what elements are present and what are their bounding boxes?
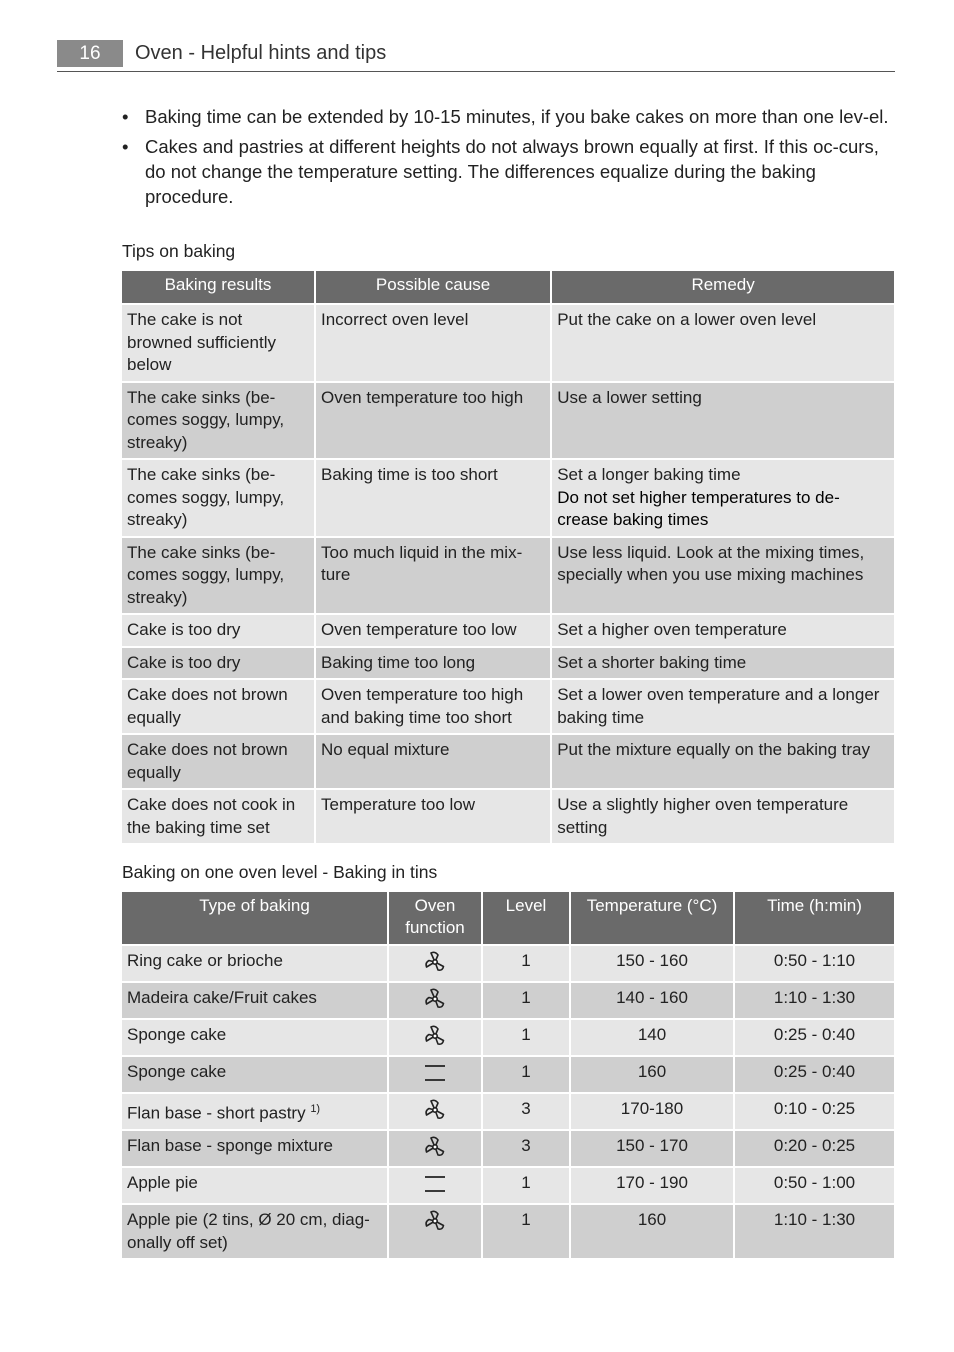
table-cell: The cake sinks (be-comes soggy, lumpy, streaky)	[122, 538, 314, 614]
baking-type: Apple pie	[127, 1173, 198, 1193]
table-cell: 0:50 - 1:00	[735, 1168, 894, 1203]
table-cell	[552, 648, 894, 679]
top-bottom-heat-icon	[423, 1172, 447, 1196]
table-cell: 150 - 170	[571, 1131, 733, 1166]
hint-bullet-list	[122, 104, 892, 214]
top-bottom-heat-icon	[423, 1061, 447, 1085]
table-row	[122, 1205, 894, 1258]
baking-type: Flan base - sponge mixture	[127, 1136, 333, 1156]
table-cell	[389, 1020, 481, 1055]
fan-icon	[423, 987, 447, 1011]
table-cell: The cake is not browned sufficiently below	[122, 305, 314, 381]
column-header: Time (h:min)	[735, 892, 894, 944]
table-cell: 3	[483, 1131, 569, 1166]
tins-caption: Baking on one oven level - Baking in tins	[122, 862, 438, 882]
table-cell: The cake sinks (be-comes soggy, lumpy, streaky)	[122, 383, 314, 459]
table-cell	[122, 1131, 387, 1166]
table-row	[122, 946, 894, 981]
baking-type: Ring cake or brioche	[127, 951, 283, 970]
tips-caption: Tips on baking	[122, 241, 236, 261]
remedy-note: Do not set higher temperatures to de-crease baking times	[557, 487, 840, 529]
table-cell: 1:10 - 1:30	[735, 983, 894, 1018]
table-row	[122, 1131, 894, 1166]
table-row	[122, 680, 894, 733]
table-cell: 170 - 190	[571, 1168, 733, 1203]
table-row	[122, 1057, 894, 1092]
table-cell	[122, 1020, 387, 1055]
baking-type: Madeira cake/Fruit cakes	[127, 988, 317, 1007]
table-cell	[389, 1205, 481, 1258]
table-cell: 140	[571, 1020, 733, 1055]
table-cell: 1	[483, 1057, 569, 1092]
page-header	[57, 40, 895, 72]
baking-type: Sponge cake	[127, 1025, 227, 1044]
table-cell: 1	[483, 1168, 569, 1203]
table-cell: Oven temperature too low	[316, 615, 550, 646]
table-cell	[389, 1131, 481, 1166]
table-cell: 0:25 - 0:40	[735, 1057, 894, 1092]
table-cell: 170-180	[571, 1094, 733, 1129]
baking-type: Sponge cake	[127, 1062, 227, 1081]
table-cell	[552, 460, 894, 536]
footnote-marker: 1)	[310, 1103, 321, 1115]
table-cell: Baking time too long	[316, 648, 550, 679]
column-header: Possible cause	[316, 271, 550, 303]
remedy-text: Set a higher oven temperature	[557, 620, 787, 639]
table-cell: The cake sinks (be-comes soggy, lumpy, streaky)	[122, 460, 314, 536]
table-cell	[389, 1168, 481, 1203]
remedy-text: Set a shorter baking time	[557, 652, 747, 672]
baking-type: Flan base - short pastry	[127, 1103, 306, 1123]
table-cell: 140 - 160	[571, 983, 733, 1018]
table-row	[122, 305, 894, 381]
column-header: Level	[483, 892, 569, 944]
table-cell: Cake does not brown equally	[122, 680, 314, 733]
table-cell	[122, 1205, 387, 1258]
table-cell: 160	[571, 1057, 733, 1092]
table-cell: 0:25 - 0:40	[735, 1020, 894, 1055]
page-number: 16	[57, 40, 123, 67]
table-row	[122, 1020, 894, 1055]
remedy-text: Put the cake on a lower oven level	[557, 310, 817, 329]
table-row	[122, 615, 894, 646]
table-row	[122, 983, 894, 1018]
fan-icon	[423, 950, 447, 974]
remedy-text: Set a lower oven temperature and a longer baking time	[557, 685, 880, 727]
table-cell: No equal mixture	[316, 735, 550, 788]
remedy-text: Set a longer baking time	[557, 465, 741, 484]
table-cell: 1:10 - 1:30	[735, 1205, 894, 1258]
table-cell	[122, 1094, 387, 1129]
table-row	[122, 460, 894, 536]
table-cell: Too much liquid in the mix-ture	[316, 538, 550, 614]
table-cell	[122, 946, 387, 981]
table-cell	[552, 615, 894, 646]
fan-icon	[423, 1135, 447, 1159]
table-cell: Temperature too low	[316, 790, 550, 843]
table-cell	[122, 1168, 387, 1203]
table-cell: Oven temperature too high	[316, 383, 550, 459]
table-cell	[552, 383, 894, 459]
table-cell	[122, 983, 387, 1018]
table-cell: Oven temperature too high and baking time too short	[316, 680, 550, 733]
table-row	[122, 648, 894, 679]
table-cell: 1	[483, 1205, 569, 1258]
column-header: Baking results	[122, 271, 314, 303]
table-cell: 0:20 - 0:25	[735, 1131, 894, 1166]
table-cell	[552, 735, 894, 788]
column-header: Remedy	[552, 271, 894, 303]
remedy-text: Use a slightly higher oven temperature setting	[557, 795, 849, 837]
table-cell: Cake does not cook in the baking time set	[122, 790, 314, 843]
table-row	[122, 735, 894, 788]
table-cell	[552, 305, 894, 381]
tips-table	[120, 269, 896, 845]
table-cell	[389, 983, 481, 1018]
table-row	[122, 790, 894, 843]
table-cell	[552, 790, 894, 843]
table-cell: Incorrect oven level	[316, 305, 550, 381]
remedy-text: Use a lower setting	[557, 387, 702, 407]
table-cell: Cake is too dry	[122, 648, 314, 679]
table-cell	[389, 1057, 481, 1092]
remedy-text: Use less liquid. Look at the mixing times, specially when you use mixing machines	[557, 542, 865, 584]
table-cell: 3	[483, 1094, 569, 1129]
table-cell: 0:10 - 0:25	[735, 1094, 894, 1129]
table-cell: Baking time is too short	[316, 460, 550, 536]
table-cell: 1	[483, 1020, 569, 1055]
table-row	[122, 383, 894, 459]
table-row	[122, 1094, 894, 1129]
table-cell	[552, 680, 894, 733]
table-row	[122, 538, 894, 614]
table-cell: Cake does not brown equally	[122, 735, 314, 788]
bullet-item: • Baking time can be extended by 10-15 minutes, if you bake cakes on more than one lev-el.	[122, 106, 889, 127]
table-cell: 1	[483, 983, 569, 1018]
fan-icon	[423, 1098, 447, 1122]
table-cell: 150 - 160	[571, 946, 733, 981]
baking-type: Apple pie (2 tins, Ø 20 cm, diag-onally off set)	[127, 1210, 370, 1252]
bullet-item: • Cakes and pastries at different heights do not always brown equally at first. If this oc-curs, do not change the temperature setting. The differences equalize during the baking procedure.	[122, 136, 879, 207]
section-title: Oven - Helpful hints and tips	[135, 42, 387, 64]
column-header: Type of baking	[122, 892, 387, 944]
remedy-text: Put the mixture equally on the baking tray	[557, 740, 870, 759]
fan-icon	[423, 1024, 447, 1048]
table-cell	[389, 946, 481, 981]
table-cell: 0:50 - 1:10	[735, 946, 894, 981]
table-cell: 1	[483, 946, 569, 981]
table-row	[122, 1168, 894, 1203]
table-cell: Cake is too dry	[122, 615, 314, 646]
fan-icon	[423, 1209, 447, 1233]
tins-table	[120, 890, 896, 1260]
table-cell	[552, 538, 894, 614]
table-cell: 160	[571, 1205, 733, 1258]
table-cell	[122, 1057, 387, 1092]
column-header: Oven function	[389, 892, 481, 944]
table-cell	[389, 1094, 481, 1129]
column-header: Temperature (°C)	[571, 892, 733, 944]
